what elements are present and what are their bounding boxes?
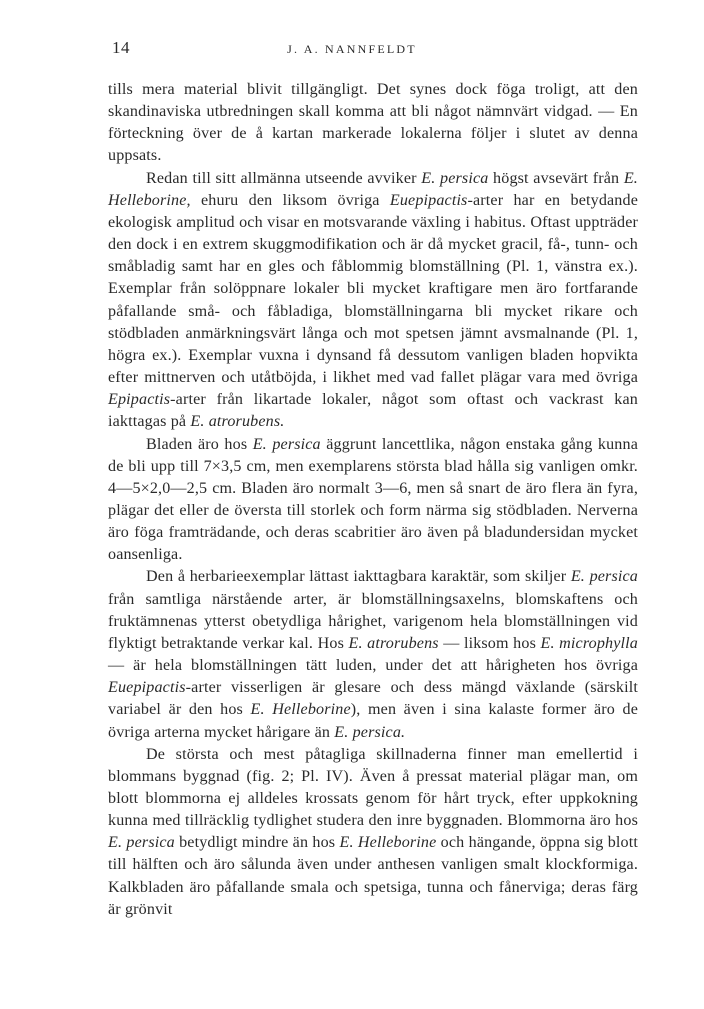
italic-term: E. persica. <box>334 723 406 741</box>
paragraph <box>108 744 638 921</box>
italic-term: E. microphylla <box>540 634 638 652</box>
text-run: -arter visserligen är glesare och dess mängd växlande (särskilt variabel är den hos <box>108 679 638 719</box>
italic-term: E. Helleborine <box>339 834 437 852</box>
italic-term: E. atrorubens. <box>190 413 285 431</box>
text-run: äggrunt lancettlika, någon enstaka gång kunna de bli upp till 7×3,5 cm, men exemplarens största blad hålla sig vanligen omkr. 4—5×2,0—2,5 cm. Bladen äro normalt 3—6, men så snart de äro flera än fyra, plägar det eller de översta till storlek och form närma sig stödbladen. Nerverna äro föga framträdande, och deras scabritier äro även på bladundersidan mycket oansenliga. <box>108 435 638 564</box>
body-text <box>108 79 638 921</box>
text-run: betydligt mindre än hos <box>174 834 340 852</box>
page-number: 14 <box>112 38 130 57</box>
paragraph <box>108 79 638 168</box>
text-run: ), men även i sina kalaste former äro de övriga arterna mycket hårigare än <box>108 701 639 741</box>
text-run: Bladen äro hos <box>146 435 253 453</box>
italic-term: E. persica <box>570 568 638 586</box>
text-run: och hängande, öppna sig blott till hälften och äro sålunda även under anthesen vanligen smalt klockformiga. Kalkbladen äro påfallande smala och spetsiga, tunna och fånerviga; deras färg är grönvit <box>108 834 638 918</box>
text-run: De största och mest påtagliga skillnaderna finner man emellertid i blommans byggnad (fig. 2; Pl. IV). Även å pressat material plägar man, om blott blommorna ej alldeles krossats genom för hårt tryck, efter uppkokning kunna med tillräcklig tydlighet studera den inre byggnaden. Blommorna äro hos <box>108 745 638 830</box>
text-run: — är hela blomställningen tätt luden, under det att hårigheten hos övriga <box>108 657 638 675</box>
text-run: -arter från likartade lokaler, något som oftast och vackrast kan iakttagas på <box>108 391 638 431</box>
italic-term: E. atrorubens <box>348 634 439 652</box>
text-run: från samtliga närstående arter, är blomställningsaxelns, blomskaftens och fruktämnenas ytterst obetydliga hårighet, varigenom hela blomställningen vid flyktigt betraktande verkar kal. Hos <box>108 590 638 652</box>
italic-term: Euepipactis <box>108 679 186 697</box>
italic-term: E. persica <box>421 169 489 187</box>
italic-term: Euepipactis <box>389 191 468 209</box>
paragraph <box>108 434 638 567</box>
text-run: högst avsevärt från <box>488 169 624 187</box>
text-run: Redan till sitt allmänna utseende avviker <box>146 169 422 187</box>
text-run: Den å herbarieexemplar lättast iakttagbara karaktär, som skiljer <box>146 568 571 586</box>
paragraph <box>108 168 638 434</box>
text-run: -arter har en betydande ekologisk amplitud och visar en motsvarande växling i habitus. Oftast uppträder den dock i en extrem skuggmodifikation och är då mycket gracil, få-, tunn- och småbladig samt har en gles och fåblommig blomställning (Pl. 1, vänstra ex.). Exemplar från solöppnare lokaler bli mycket kraftigare men äro fortfarande påfallande små- och fåbladiga, blomställningarna bli mycket rikare och stödbladen anmärkningsvärt långa och mot spetsen jämnt avsmalnande (Pl. 1, högra ex.). Exemplar vuxna i dynsand få dessutom vanligen bladen hopvikta efter mittnerven och utåtböjda, i likhet med vad fallet plägar vara med övriga <box>108 191 638 387</box>
text-run: tills mera material blivit tillgängligt. Det synes dock föga troligt, att den skandinaviska utbredningen skall komma att bli något nämnvärt vidgad. — En förteckning över de å kartan markerade lokalerna följer i slutet av denna uppsats. <box>108 81 638 165</box>
italic-term: E. Helleborine, <box>108 169 638 209</box>
italic-term: E. Helleborine <box>250 701 351 719</box>
text-run: — liksom hos <box>438 634 541 652</box>
running-head: J. A. NANNFELDT <box>287 42 417 56</box>
italic-term: E. persica <box>108 834 175 852</box>
text-run: ehuru den liksom övriga <box>190 191 390 209</box>
italic-term: E. persica <box>252 435 321 453</box>
paragraph <box>108 566 638 743</box>
italic-term: Epipactis <box>108 391 171 409</box>
